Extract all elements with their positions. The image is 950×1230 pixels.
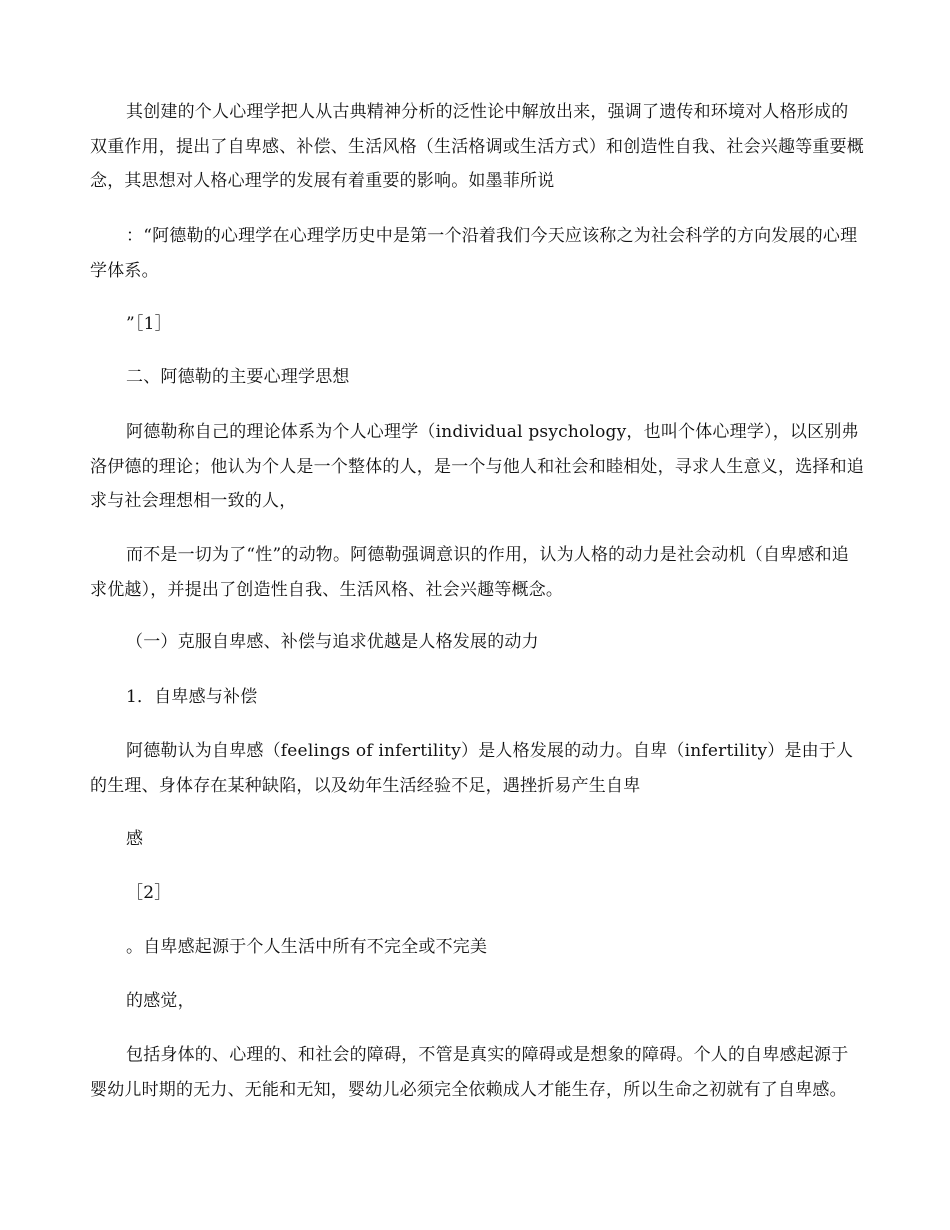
paragraph-individual-psychology: 阿德勒称自己的理论体系为个人心理学（individual psychology，也叫个体心理学），以区别弗洛伊德的理论；他认为个人是一个整体的人，是一个与他人和社会和睦相处，寻求人生意义，选择和追求与社会理想相一致的人， (90, 422, 864, 511)
subsection-heading-inferiority: （一）克服自卑感、补偿与追求优越是人格发展的动力 (126, 632, 539, 652)
paragraph-fragment-feeling: 的感觉， (126, 991, 195, 1011)
paragraph-infancy: 包括身体的、心理的、和社会的障碍，不管是真实的障碍或是想象的障碍。个人的自卑感起源于婴幼儿时期的无力、无能和无知，婴幼儿必须完全依赖成人才能生存，所以生命之初就有了自卑感。 (90, 1045, 849, 1100)
paragraph-murphy-quote: ：“阿德勒的心理学在心理学历史中是第一个沿着我们今天应该称之为社会科学的方向发展的心理学体系。 (90, 226, 858, 281)
paragraph-fragment-gan: 感 (126, 829, 144, 849)
paragraph-inferiority-feelings: 阿德勒认为自卑感（feelings of infertility）是人格发展的动力。自卑（infertility）是由于人的生理、身体存在某种缺陷，以及幼年生活经验不足，遇挫折易产生自卑 (90, 741, 854, 796)
citation-1: ”［1］ (126, 314, 172, 334)
paragraph-fragment-origin: 。自卑感起源于个人生活中所有不完全或不完美 (126, 937, 488, 957)
paragraph-adler-intro: 其创建的个人心理学把人从古典精神分析的泛性论中解放出来，强调了遗传和环境对人格形成的双重作用，提出了自卑感、补偿、生活风格（生活格调或生活方式）和创造性自我、社会兴趣等重要概念，其思想对人格心理学的发展有着重要的影响。如墨菲所说 (90, 102, 864, 191)
paragraph-social-motive: 而不是一切为了“性”的动物。阿德勒强调意识的作用，认为人格的动力是社会动机（自卑感和追求优越），并提出了创造性自我、生活风格、社会兴趣等概念。 (90, 545, 849, 600)
section-heading-main-ideas: 二、阿德勒的主要心理学思想 (126, 367, 350, 387)
citation-2: ［2］ (126, 883, 172, 903)
subsubsection-heading-1: 1．自卑感与补偿 (126, 687, 258, 707)
